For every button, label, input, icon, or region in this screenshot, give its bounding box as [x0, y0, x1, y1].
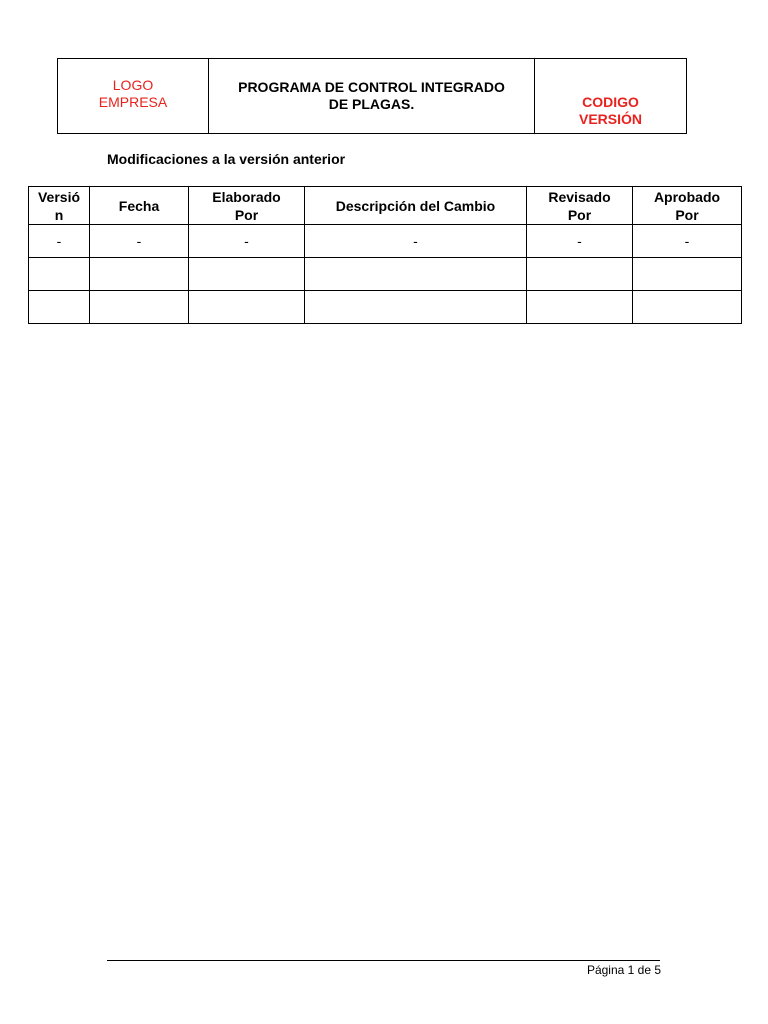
document-header: [57, 58, 687, 134]
logo-line-2: EMPRESA: [98, 94, 168, 110]
table-cell: [633, 291, 742, 324]
column-header-version-line-2: n: [54, 206, 64, 223]
document-title: [209, 59, 535, 134]
table-cell: [189, 258, 305, 291]
column-header-reviewed-by: [527, 187, 633, 225]
column-header-approved-by: [633, 187, 742, 225]
column-header-approved-by-line-2: Por: [675, 206, 699, 223]
column-header-change-description: [305, 187, 527, 225]
column-header-change-description-label: Descripción del Cambio: [335, 197, 496, 214]
code-line-2: VERSIÓN: [578, 111, 642, 127]
column-header-reviewed-by-line-2: Por: [567, 206, 592, 223]
modifications-heading: Modificaciones a la versión anterior: [107, 151, 346, 167]
table-cell: -: [633, 225, 742, 258]
column-header-prepared-by-line-1: Elaborado: [212, 188, 281, 205]
table-cell: [29, 258, 90, 291]
column-header-reviewed-by-line-1: Revisado: [548, 188, 611, 205]
table-header-row: [29, 187, 742, 225]
column-header-version: [29, 187, 90, 225]
modifications-table: [28, 186, 742, 324]
table-cell: -: [527, 225, 633, 258]
table-row: [29, 225, 742, 258]
document-code-version: [535, 59, 687, 134]
title-line-2: DE PLAGAS.: [328, 96, 415, 112]
logo-line-1: LOGO: [112, 77, 154, 93]
table-cell: -: [305, 225, 527, 258]
table-cell: [305, 258, 527, 291]
footer-divider: [107, 960, 660, 961]
column-header-date-label: Fecha: [118, 197, 160, 214]
company-logo-placeholder: [58, 59, 209, 134]
table-cell: [90, 258, 189, 291]
table-cell: [527, 258, 633, 291]
table-cell: [633, 258, 742, 291]
table-cell: [29, 291, 90, 324]
table-cell: [305, 291, 527, 324]
column-header-version-line-1: Versió: [37, 188, 81, 205]
column-header-prepared-by: [189, 187, 305, 225]
table-cell: -: [29, 225, 90, 258]
table-row: [29, 258, 742, 291]
code-line-1: CODIGO: [582, 94, 639, 110]
table-cell: [90, 291, 189, 324]
table-cell: -: [90, 225, 189, 258]
table-cell: [527, 291, 633, 324]
title-line-1: PROGRAMA DE CONTROL INTEGRADO: [238, 79, 505, 95]
column-header-prepared-by-line-2: Por: [234, 206, 259, 223]
column-header-date: [90, 187, 189, 225]
table-row: [29, 291, 742, 324]
table-cell: [189, 291, 305, 324]
column-header-approved-by-line-1: Aprobado: [653, 188, 721, 205]
page-number: Página 1 de 5: [586, 963, 661, 977]
table-cell: -: [189, 225, 305, 258]
